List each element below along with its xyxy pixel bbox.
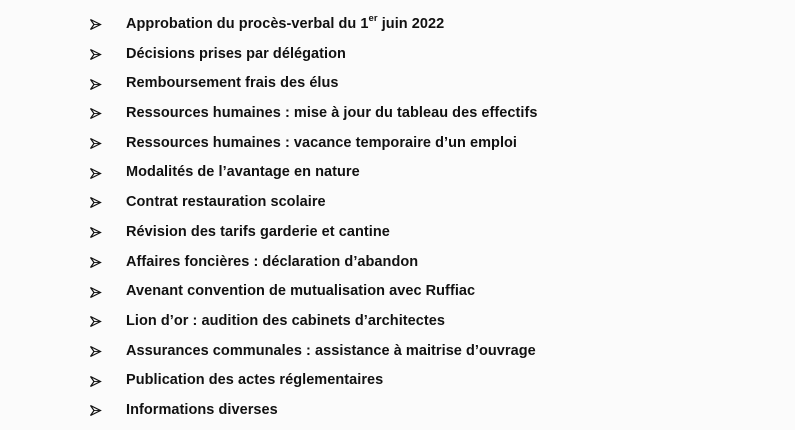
arrowhead-bullet-icon xyxy=(86,40,104,70)
agenda-item xyxy=(0,10,795,40)
arrowhead-bullet-icon xyxy=(86,158,104,188)
agenda-item xyxy=(0,69,795,99)
arrowhead-bullet-icon xyxy=(86,248,104,278)
agenda-item xyxy=(0,129,795,159)
arrowhead-bullet-icon xyxy=(86,396,104,426)
arrowhead-bullet-icon xyxy=(86,218,104,248)
agenda-item-text: Avenant convention de mutualisation avec Ruffiac xyxy=(126,283,476,300)
agenda-item xyxy=(0,99,795,129)
arrowhead-bullet-icon xyxy=(86,99,104,129)
agenda-item-text: Assurances communales : assistance à maitrise d’ouvrage xyxy=(126,342,536,359)
agenda-item xyxy=(0,188,795,218)
arrowhead-bullet-icon xyxy=(86,277,104,307)
agenda-item-text: Informations diverses xyxy=(126,401,278,418)
agenda-item-text: Modalités de l’avantage en nature xyxy=(126,164,360,181)
agenda-item-text: Remboursement frais des élus xyxy=(126,75,339,92)
agenda-item-text: Révision des tarifs garderie et cantine xyxy=(126,223,390,240)
agenda-item xyxy=(0,218,795,248)
agenda-item xyxy=(0,158,795,188)
agenda-item-text: Décisions prises par délégation xyxy=(126,45,346,62)
agenda-item xyxy=(0,366,795,396)
arrowhead-bullet-icon xyxy=(86,129,104,159)
agenda-item-text: Lion d’or : audition des cabinets d’architectes xyxy=(126,312,445,329)
agenda-item xyxy=(0,40,795,70)
agenda-item-text: Approbation du procès-verbal du 1er juin 2022 xyxy=(126,13,445,32)
agenda-item-text: Affaires foncières : déclaration d’abandon xyxy=(126,253,419,270)
agenda-item-text: Ressources humaines : mise à jour du tableau des effectifs xyxy=(126,105,538,122)
arrowhead-bullet-icon xyxy=(86,337,104,367)
arrowhead-bullet-icon xyxy=(86,69,104,99)
agenda-item-text: Publication des actes réglementaires xyxy=(126,372,384,389)
agenda-item xyxy=(0,307,795,337)
agenda-list xyxy=(0,10,795,426)
arrowhead-bullet-icon xyxy=(86,366,104,396)
arrowhead-bullet-icon xyxy=(86,10,104,40)
agenda-item xyxy=(0,396,795,426)
agenda-item xyxy=(0,248,795,278)
agenda-item xyxy=(0,337,795,367)
arrowhead-bullet-icon xyxy=(86,188,104,218)
agenda-item-text: Contrat restauration scolaire xyxy=(126,194,326,211)
agenda-item-text: Ressources humaines : vacance temporaire d’un emploi xyxy=(126,134,518,151)
agenda-item xyxy=(0,277,795,307)
arrowhead-bullet-icon xyxy=(86,307,104,337)
